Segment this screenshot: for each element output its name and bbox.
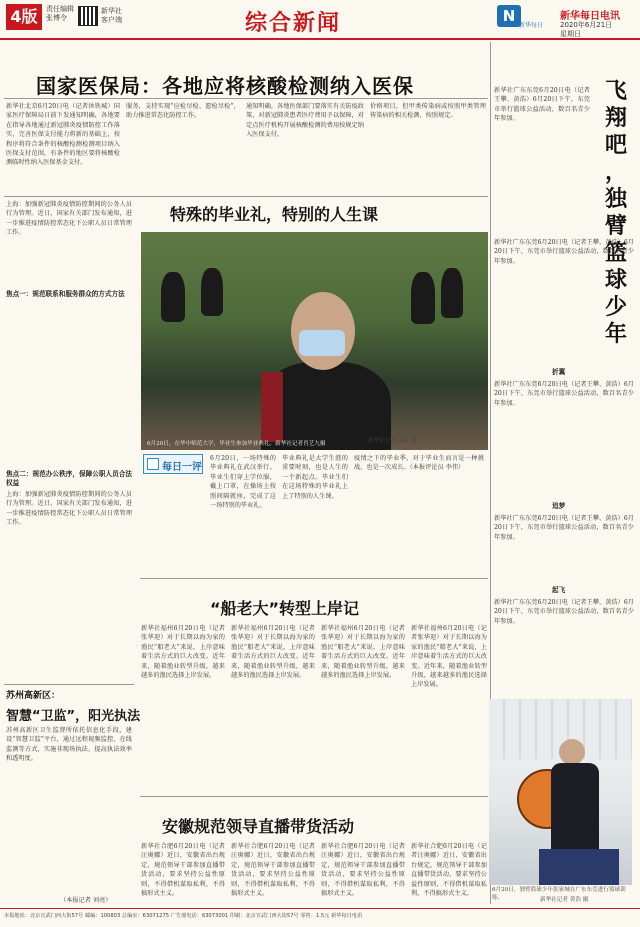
shipmaster-col-2: 新华社福州6月20日电（记者张华迎）对于长期以海为家的渔民“船老大”来说，上岸意味着生活方式的巨大改变。近年来，随着渔业转型升级，越来越多的渔民选择上岸发展。 <box>231 625 315 680</box>
photo-credit: 新华社记者 周奇 摄 <box>368 438 417 444</box>
divider <box>4 684 134 685</box>
right-body-3: 新华社广东东莞6月20日电（记者王攀、黄浩）6月20日下午，东莞市举行篮球公益活动，数百名青少年参加。 <box>494 515 634 541</box>
graduation-photo <box>141 232 488 450</box>
left-col-body-2: 上海：加强新冠肺炎疫情防控期间的公务人员行为管理。近日，国家有关部门发布通知，进一步推进疫情防控常态化下公职人员日常管理工作。 <box>6 491 132 527</box>
divider <box>140 796 488 797</box>
court-floor <box>539 849 619 885</box>
basketball-credit: 新华社记者 黄浩 摄 <box>540 897 589 903</box>
gown-hood <box>261 372 283 442</box>
basketball-photo <box>489 699 632 885</box>
anhui-col-1: 新华社合肥6月20日电（记者汪奥娜）近日，安徽省出台规定，规范领导干部参加直播带货活动，要求坚持公益性原则，不得借机谋取私利，不得搞形式主义。 <box>141 843 225 898</box>
lead-col-1: 新华社北京6月20日电（记者沐铁城）国家医疗保障局日前下发通知明确，各地要在指导各地通过新冠肺炎疫情防控工作落实，完善医保支付能力将新的基础上，按程序将符合条件的核酸检测检测项目纳入医保支付范围，有条件的地区要将核酸检测临时性纳入医保基金支付。 <box>6 103 120 167</box>
player-head <box>559 739 585 765</box>
graduate-figure <box>411 272 435 324</box>
feature-body-left: 6月20日，一场特殊的毕业典礼在武汉举行。毕业生们穿上学位服，戴上口罩，在操场上按照间隔就座，完成了这一场特别的毕业礼。 <box>210 455 276 510</box>
subhead-1: 折翼 <box>552 368 566 376</box>
player-body <box>551 763 599 859</box>
left-col-body-1: 上海：加强新冠肺炎疫情防控期间的公务人员行为管理。近日，国家有关部门发布通知，进一步推进疫情防控常态化下公职人员日常管理工作。 <box>6 201 132 237</box>
footer-rule <box>0 908 640 909</box>
anhui-headline: 安徽规范领导直播带货活动 <box>162 817 355 836</box>
shipmaster-col-1: 新华社福州6月20日电（记者张华迎）对于长期以海为家的渔民“船老大”来说，上岸意味着生活方式的巨大改变。近年来，随着渔业转型升级，越来越多的渔民选择上岸发展。 <box>141 625 225 680</box>
anhui-col-2: 新华社合肥6月20日电（记者汪奥娜）近日，安徽省出台规定，规范领导干部参加直播带货活动，要求坚持公益性原则，不得借机谋取私利，不得搞形式主义。 <box>231 843 315 898</box>
photo-caption: 6月20日，在华中师范大学，毕业生参加毕业典礼。新华社记者肖艺九摄 <box>147 441 326 447</box>
anhui-col-3: 新华社合肥6月20日电（记者汪奥娜）近日，安徽省出台规定，规范领导干部参加直播带货活动，要求坚持公益性原则，不得借机谋取私利，不得搞形式主义。 <box>321 843 405 898</box>
graduate-figure <box>441 268 463 318</box>
qr-code-icon <box>78 6 98 26</box>
masthead <box>0 0 640 40</box>
shipmaster-headline: “船老大”转型上岸记 <box>210 599 360 618</box>
face-mask <box>299 330 345 356</box>
subhead-3: 起飞 <box>552 586 566 594</box>
suzhou-note: （本报记者 刘亮） <box>60 897 112 904</box>
divider <box>4 98 488 99</box>
suzhou-headline: 智慧“卫监”，阳光执法 <box>6 709 141 724</box>
basketball-caption: 6月20日，独臂篮球少年张家城在广东东莞进行篮球训练。 <box>492 887 626 901</box>
daily-comment-badge: 每日一评 <box>143 454 203 474</box>
masthead-rule <box>0 38 640 40</box>
right-body-2: 新华社广东东莞6月20日电（记者王攀、黄浩）6月20日下午，东莞市举行篮球公益活动，数百名青少年参加。 <box>494 381 634 407</box>
paper-name: 新华每日电讯 <box>560 11 620 22</box>
divider <box>140 578 488 579</box>
feature-headline: 特殊的毕业礼，特别的人生课 <box>170 205 379 224</box>
footer: 本报地址：北京宣武门西大街57号 邮编：100803 总编室：63071275 广告部电话：63073001 印刷：北京宣武门西大街57号 零售：1.5元 新华每日电讯 <box>4 913 363 919</box>
right-body-4: 新华社广东东莞6月20日电（记者王攀、黄浩）6月20日下午，东莞市举行篮球公益活动，数百名青少年参加。 <box>494 599 634 625</box>
editor-info: 责任编辑 张博令 <box>46 5 74 22</box>
logo-sub: 新华每日 <box>519 22 544 29</box>
feature-body-right: 疫情之下的毕业季，对于毕业生而言是一种挑战，也是一次成长。（本报评论员 李伟） <box>354 455 484 472</box>
right-briefs: 新华社广东东莞6月20日电（记者王攀、黄浩）6月20日下午，东莞市举行篮球公益活动，数百名青少年参加。 <box>494 87 590 123</box>
subhead-2: 追梦 <box>552 502 566 510</box>
lead-col-4: 价格项目，但甲类传染病或按照甲类管理传染病的相关检测，按照规定。 <box>370 103 486 120</box>
focus-1: 焦点一：规范联系和服务群众的方式方法 <box>6 290 125 298</box>
lead-headline: 国家医保局：各地应将核酸检测纳入医保 <box>36 74 414 98</box>
page-number: 4版 <box>6 4 42 30</box>
suzhou-label: 苏州高新区： <box>6 691 61 701</box>
app-label: 新华社 客户端 <box>101 7 122 24</box>
graduate-figure <box>201 268 223 316</box>
suzhou-body: 苏州高新区卫生监督所依托信息化手段，建设“智慧卫监”平台，通过远程视频监控、在线监测等方式，实施非现场执法，提高执法效率和透明度。 <box>6 727 132 763</box>
shipmaster-col-3: 新华社福州6月20日电（记者张华迎）对于长期以海为家的渔民“船老大”来说，上岸意味着生活方式的巨大改变。近年来，随着渔业转型升级，越来越多的渔民选择上岸发展。 <box>321 625 405 680</box>
focus-2: 焦点二：规范办公秩序，保障公职人员合法权益 <box>6 470 132 488</box>
paper-date: 2020年6月21日 星期日 <box>560 21 613 38</box>
calendar-icon <box>147 458 159 470</box>
feature-body-mid: 毕业典礼是大学生涯的重要时刻，也是人生的一个新起点。毕业生们在这场特殊的毕业礼上上了特别的人生课。 <box>282 455 348 500</box>
shipmaster-col-4: 新华社福州6月20日电（记者张华迎）对于长期以海为家的渔民“船老大”来说，上岸意味着生活方式的巨大改变。近年来，随着渔业转型升级，越来越多的渔民选择上岸发展。 <box>411 625 487 689</box>
section-title: 综合新闻 <box>245 10 342 36</box>
right-body-1: 新华社广东东莞6月20日电（记者王攀、黄浩）6月20日下午，东莞市举行篮球公益活动，数百名青少年参加。 <box>494 239 634 265</box>
lead-col-2: 服务，支持实现“应检尽检、愿检尽检”，助力推进常态化防控工作。 <box>126 103 240 120</box>
newspaper-logo-icon: N <box>497 5 521 27</box>
lead-col-3: 通知明确，各地医保部门要落实有关防疫政策，对新冠肺炎患者医疗费用予以保障，对定点医疗机构开展核酸检测的费用按规定纳入医保支付。 <box>246 103 364 139</box>
divider <box>4 196 488 197</box>
anhui-col-4: 新华社合肥6月20日电（记者汪奥娜）近日，安徽省出台规定，规范领导干部参加直播带货活动，要求坚持公益性原则，不得借机谋取私利，不得搞形式主义。 <box>411 843 487 898</box>
vertical-headline: 飞 翔 吧 ， 独 臂 篮 球 少 年 <box>604 78 627 347</box>
graduate-figure <box>161 272 185 322</box>
